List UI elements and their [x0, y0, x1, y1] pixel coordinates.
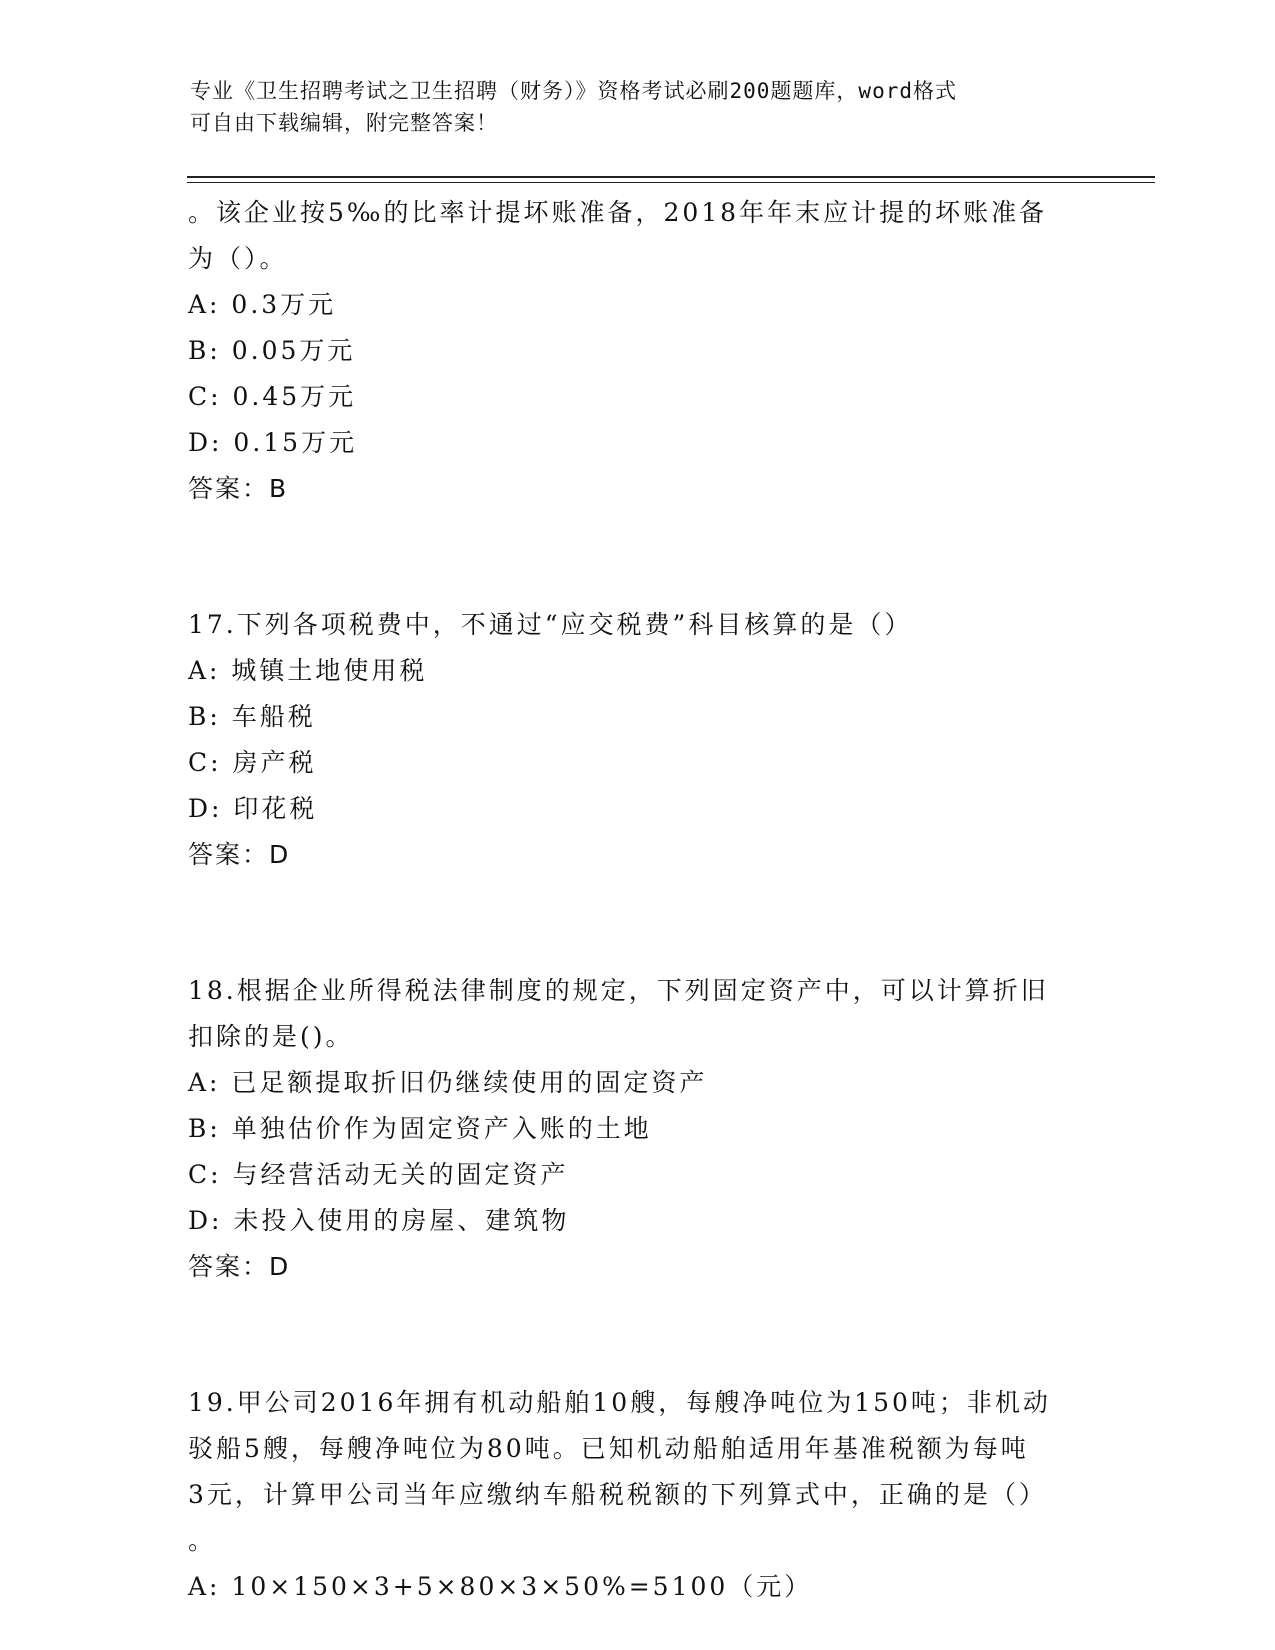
question-16 — [188, 190, 1088, 512]
option-a: A: 城镇土地使用税 — [188, 656, 428, 685]
option-d: D: 0.15万元 — [188, 428, 358, 457]
option-a: A: 0.3万元 — [188, 290, 337, 319]
question-text: 。 — [188, 1526, 217, 1555]
question-text: 3元，计算甲公司当年应缴纳车船税税额的下列算式中，正确的是（） — [188, 1480, 1047, 1509]
question-text: 19.甲公司2016年拥有机动船舶10艘，每艘净吨位为150吨；非机动 — [188, 1388, 1051, 1417]
header-divider-thick — [187, 176, 1155, 178]
header-divider-thin — [187, 182, 1155, 183]
question-text: 驳船5艘，每艘净吨位为80吨。已知机动船舶适用年基准税额为每吨 — [188, 1434, 1029, 1463]
answer: 答案：D — [188, 840, 291, 869]
question-text: 17.下列各项税费中，不通过“应交税费”科目核算的是（） — [188, 610, 913, 639]
option-c: C: 与经营活动无关的固定资产 — [188, 1160, 569, 1189]
option-a: A: 已足额提取折旧仍继续使用的固定资产 — [188, 1068, 708, 1097]
question-text: 18.根据企业所得税法律制度的规定，下列固定资产中，可以计算折旧 — [188, 976, 1049, 1005]
question-text: 扣除的是()。 — [188, 1022, 354, 1051]
question-19 — [188, 1380, 1088, 1610]
option-c: C: 房产税 — [188, 748, 317, 777]
option-b: B: 单独估价作为固定资产入账的土地 — [188, 1114, 652, 1143]
answer: 答案：B — [188, 474, 289, 503]
header-line-1: 专业《卫生招聘考试之卫生招聘（财务）》资格考试必刷200题题库，word格式 — [190, 79, 957, 103]
question-18 — [188, 968, 1088, 1290]
option-c: C: 0.45万元 — [188, 382, 357, 411]
option-b: B: 0.05万元 — [188, 336, 356, 365]
question-text: 。该企业按5‰的比率计提坏账准备，2018年年末应计提的坏账准备 — [188, 198, 1048, 227]
header-line-2: 可自由下载编辑，附完整答案！ — [190, 111, 498, 135]
option-d: D: 未投入使用的房屋、建筑物 — [188, 1206, 570, 1235]
option-d: D: 印花税 — [188, 794, 318, 823]
question-list — [188, 190, 1088, 1610]
question-text: 为（）。 — [188, 244, 288, 273]
answer: 答案：D — [188, 1252, 291, 1281]
option-b: B: 车船税 — [188, 702, 316, 731]
document-header — [190, 75, 1090, 139]
question-17 — [188, 602, 1088, 878]
option-a: A: 10×150×3+5×80×3×50%=5100（元） — [188, 1572, 813, 1601]
